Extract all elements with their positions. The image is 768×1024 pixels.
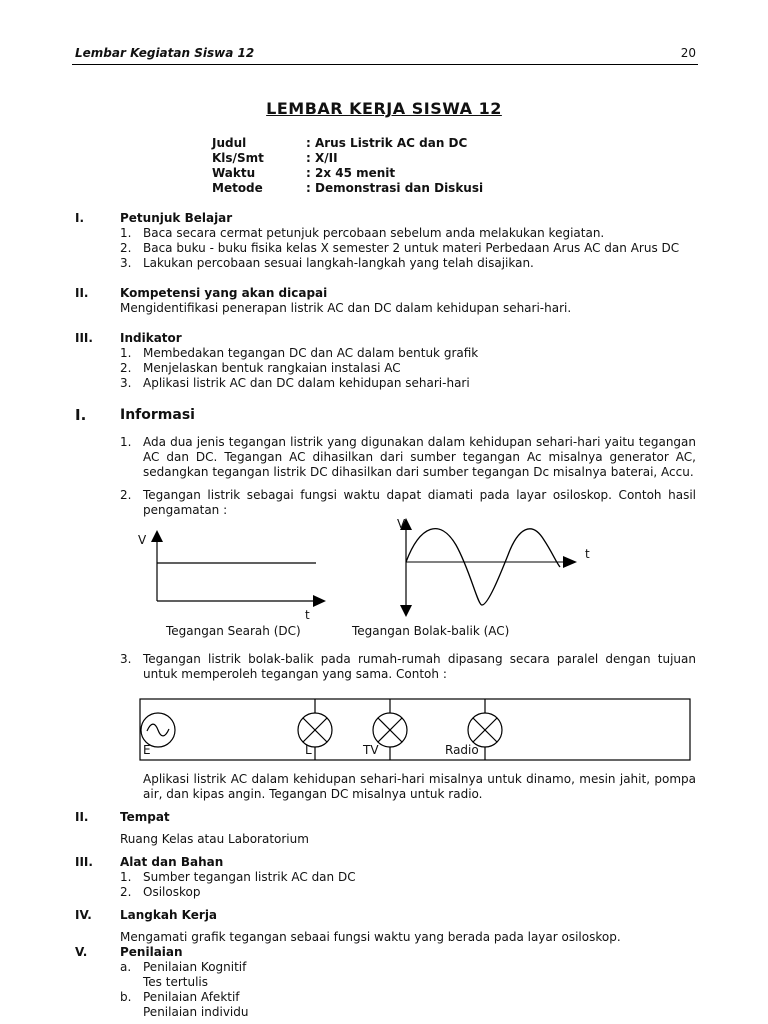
meta-key: Judul [212,136,247,150]
alat-list [120,870,700,900]
list-item [120,870,700,885]
list-marker: 2. [120,361,132,375]
list-text: Membedakan tegangan DC dan AC dalam bentuk grafik [143,346,479,360]
circuit-label-tv: TV [363,743,379,757]
list-item [120,975,700,990]
section-heading: Penilaian [120,945,183,959]
paragraph-text: Tegangan listrik bolak-balik pada rumah-rumah dipasang secara paralel dengan tujuan untuk memperoleh tegangan yang sama. Contoh : [143,652,696,681]
section-heading: Petunjuk Belajar [120,211,233,225]
list-marker: 3. [120,652,132,666]
section-heading: Alat dan Bahan [120,855,224,869]
section-number: III. [75,331,93,345]
section-text: Mengamati grafik tegangan sebaai fungsi waktu yang berada pada layar osiloskop. [120,930,621,944]
meta-value: : 2x 45 menit [306,166,396,180]
list-text: Tes tertulis [143,975,208,989]
list-item [120,1005,700,1020]
section-number: I. [75,406,87,424]
page-number: 20 [680,46,696,60]
list-marker: 3. [120,256,132,270]
section-number: II. [75,286,89,300]
section-heading: Kompetensi yang akan dicapai [120,286,328,300]
ac-sine-wave [406,529,560,605]
list-text: Menjelaskan bentuk rangkaian instalasi AC [143,361,401,375]
list-marker: a. [120,960,132,974]
list-marker: 2. [120,488,132,502]
circuit-label-e: E [143,743,151,757]
paragraph-text: Tegangan listrik sebagai fungsi waktu dapat diamati pada layar osiloskop. Contoh hasil pengamatan : [143,488,696,517]
dc-v-arrow [151,530,163,542]
ac-caption: Tegangan Bolak-balik (AC) [352,624,510,638]
list-text: Osiloskop [143,885,201,899]
dc-v-label: V [138,533,147,547]
section-heading: Informasi [120,407,195,423]
dc-caption: Tegangan Searah (DC) [166,624,301,638]
list-text: Penilaian Afektif [143,990,240,1004]
ac-v-arrow-down [400,605,412,617]
section-number: I. [75,211,85,225]
list-text: Penilaian Kognitif [143,960,247,974]
list-text: Penilaian individu [143,1005,249,1019]
circuit-label-l: L [305,743,312,757]
list-marker: 1. [120,435,132,449]
list-text: Aplikasi listrik AC dan DC dalam kehidupan sehari-hari [143,376,470,390]
list-text: Sumber tegangan listrik AC dan DC [143,870,356,884]
section-heading: Tempat [120,810,170,824]
parallel-circuit [140,699,690,760]
ac-graph [351,517,590,638]
list-text: Baca secara cermat petunjuk percobaan sebelum anda melakukan kegiatan. [143,226,605,240]
list-text: Lakukan percobaan sesuai langkah-langkah yang telah disajikan. [143,256,534,270]
meta-key: Kls/Smt [212,151,264,165]
dc-t-arrow [313,595,326,607]
penilaian-list [120,960,700,1020]
paragraph-text: Aplikasi listrik AC dalam kehidupan sehari-hari misalnya untuk dinamo, mesin jahit, pompa air, dan kipas angin. Tegangan DC misalnya untuk radio. [143,772,696,801]
section-number: II. [75,810,89,824]
meta-key: Metode [212,181,263,195]
document-title: LEMBAR KERJA SISWA 12 [266,99,502,118]
section-number: V. [75,945,88,959]
list-marker: 1. [120,226,132,240]
section-text: Mengidentifikasi penerapan listrik AC dan DC dalam kehidupan sehari-hari. [120,301,572,315]
list-marker: 3. [120,376,132,390]
list-text: Baca buku - buku fisika kelas X semester 2 untuk materi Perbedaan Arus AC dan Arus DC [143,241,680,255]
meta-key: Waktu [212,166,256,180]
circuit-wire-loop [140,699,690,760]
info-paragraph-4 [143,772,696,802]
list-marker: 2. [120,885,132,899]
section-heading: Langkah Kerja [120,908,218,922]
ac-t-arrow [563,556,577,568]
header-title: Lembar Kegiatan Siswa 12 [75,46,255,60]
meta-value: : Arus Listrik AC dan DC [306,136,468,150]
circuit-label-radio: Radio [445,743,479,757]
paragraph-text: Ada dua jenis tegangan listrik yang digunakan dalam kehidupan sehari-hari yaitu tegangan AC dan DC. Tegangan AC dihasilkan dari sumber tegangan Ac misalnya generator AC, sedangkan tegangan listrik DC dihasilkan dari sumber tegangan Dc misalnya baterai, Accu. [143,435,696,479]
section-number: III. [75,855,93,869]
ac-t-label: t [585,547,590,561]
section-number: IV. [75,908,92,922]
list-marker: 1. [120,870,132,884]
meta-value: : Demonstrasi dan Diskusi [306,181,484,195]
list-marker: 1. [120,346,132,360]
list-item [120,885,700,900]
meta-value: : X/II [306,151,338,165]
list-item [120,990,700,1005]
ac-v-label: V [397,517,406,531]
info-paragraph-3 [120,652,696,682]
list-item [120,960,700,975]
list-marker: 2. [120,241,132,255]
dc-graph [138,530,326,638]
dc-t-label: t [305,608,310,622]
list-marker: b. [120,990,132,1004]
section-text: Ruang Kelas atau Laboratorium [120,832,309,846]
section-heading: Indikator [120,331,182,345]
